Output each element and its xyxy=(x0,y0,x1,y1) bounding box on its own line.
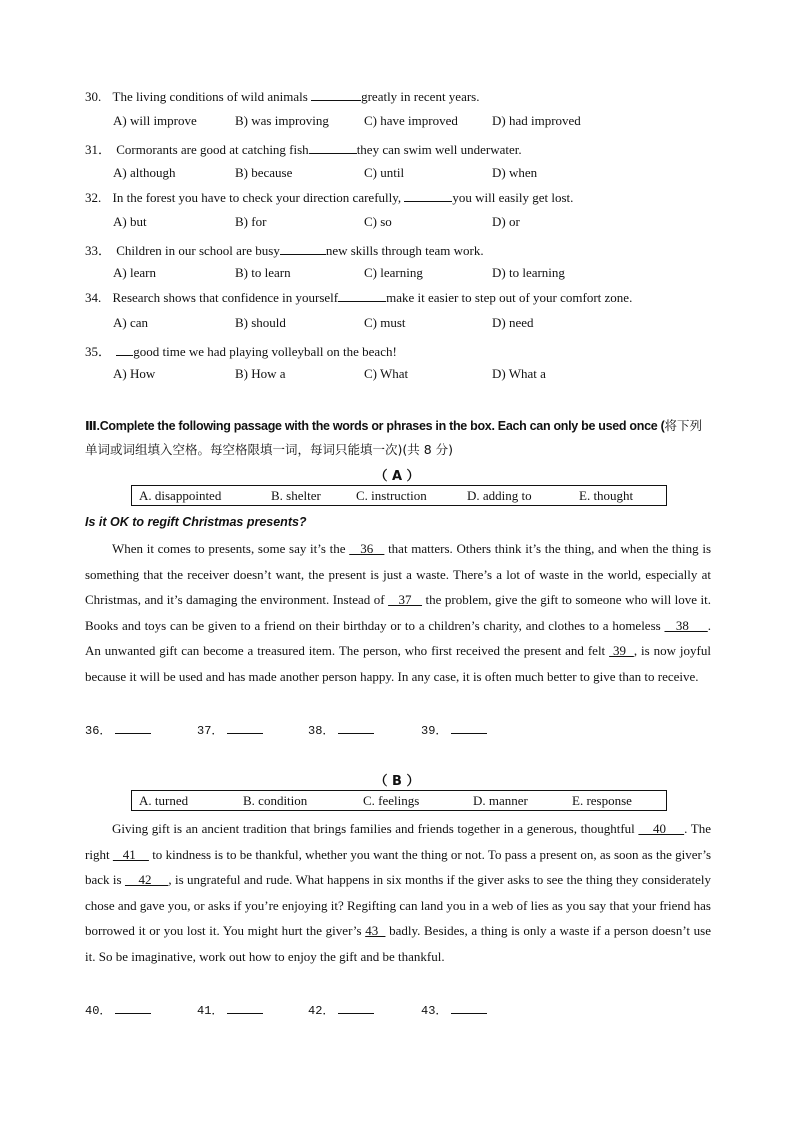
word-option: A. disappointed xyxy=(139,488,222,503)
question-30 xyxy=(85,89,479,105)
option-c[interactable]: C) What xyxy=(364,366,409,381)
option-b[interactable]: B) for xyxy=(235,214,267,229)
blank-37[interactable]: 37 xyxy=(388,592,423,608)
option-a[interactable]: A) learn xyxy=(113,265,156,280)
option-c[interactable]: C) so xyxy=(364,214,392,229)
blank-43[interactable]: 43 xyxy=(365,923,386,939)
word-option: B. condition xyxy=(243,793,308,808)
part-b-label: （ B ） xyxy=(374,774,420,789)
question-31 xyxy=(85,139,522,158)
answer-slot-38[interactable] xyxy=(308,721,374,738)
question-text: The living conditions of wild animals xyxy=(112,89,312,104)
question-text: greatly in recent years. xyxy=(361,89,480,104)
answer-number: 43． xyxy=(421,1004,448,1018)
blank-40[interactable]: 40 xyxy=(638,821,685,836)
blank-36[interactable]: 36 xyxy=(349,541,385,556)
answer-blank[interactable] xyxy=(280,243,326,255)
answer-number: 41． xyxy=(197,1004,224,1018)
question-number: 32. xyxy=(85,190,102,205)
word-option: C. feelings xyxy=(363,793,420,808)
option-d[interactable]: D) or xyxy=(492,214,520,229)
passage-text: the problem, give the gift to someone who will love it. Books and toys can be given to a friend on their birthday or to a children’s charity, and clothes to a homeless xyxy=(85,592,712,633)
passage-text: to kindness is to be thankful, whether you want the thing or not. To pass a present on, as soon as the giver’s back is xyxy=(85,846,712,888)
question-32 xyxy=(85,190,573,206)
question-33 xyxy=(85,240,484,259)
option-d[interactable]: D) need xyxy=(492,315,534,330)
word-option: D. adding to xyxy=(467,488,532,503)
question-text: Cormorants are good at catching fish xyxy=(116,142,309,157)
answer-slot-37[interactable] xyxy=(197,721,263,738)
question-text: good time we had playing volleyball on the beach! xyxy=(133,344,397,359)
passage-text: . An unwanted gift can become a treasured item. The person, who first received the present and felt xyxy=(85,617,711,659)
passage-b xyxy=(85,816,711,970)
answer-slot-42[interactable] xyxy=(308,1001,374,1018)
option-c[interactable]: C) learning xyxy=(364,265,423,280)
word-option: A. turned xyxy=(139,793,189,808)
section-heading-en: Ⅲ.Complete the following passage with the words or phrases in the box. Each can only be used once ( xyxy=(85,419,665,433)
word-option: E. response xyxy=(572,793,632,808)
question-number: 31． xyxy=(85,142,112,157)
section-heading-cn: 将下列单词或词组填入空格。每空格限填一词，每词只能填一次)(共 8 分) xyxy=(85,418,702,457)
word-option: D. manner xyxy=(473,793,528,808)
answer-number: 37． xyxy=(197,724,224,738)
blank-38[interactable]: 38 xyxy=(664,617,708,633)
word-option: C. instruction xyxy=(356,488,427,503)
question-number: 30. xyxy=(85,89,102,104)
answer-blank[interactable] xyxy=(116,344,133,356)
word-box-a xyxy=(131,485,667,506)
option-d[interactable]: D) had improved xyxy=(492,113,581,128)
answer-number: 39． xyxy=(421,724,448,738)
option-d[interactable]: D) to learning xyxy=(492,265,565,280)
answer-number: 40． xyxy=(85,1004,112,1018)
question-35 xyxy=(85,341,397,360)
word-option: E. thought xyxy=(579,488,634,503)
passage-text: that matters. Others think it’s the thing, and when the thing is something that the receiver doesn’t want, the present is just a waste. There’s a lot of waste in the world, especially at Christmas, and it’s damaging the environment. Instead of xyxy=(85,541,712,608)
answer-blank[interactable] xyxy=(404,190,452,202)
question-number: 35． xyxy=(85,344,112,359)
passage-text: When it comes to presents, some say it’s the xyxy=(112,541,350,556)
question-text: you will easily get lost. xyxy=(452,190,574,205)
question-text: they can swim well underwater. xyxy=(356,142,522,157)
question-number: 34. xyxy=(85,290,102,305)
answer-slot-40[interactable] xyxy=(85,1001,151,1018)
passage-a xyxy=(85,536,711,690)
option-b[interactable]: B) was improving xyxy=(235,113,329,128)
option-d[interactable]: D) What a xyxy=(492,366,546,381)
blank-41[interactable]: 41 xyxy=(112,846,149,862)
word-option: B. shelter xyxy=(271,488,321,503)
passage-title: Is it OK to regift Christmas presents? xyxy=(85,515,307,529)
answer-blank[interactable] xyxy=(309,142,357,154)
option-a[interactable]: A) but xyxy=(113,214,147,229)
option-a[interactable]: A) How xyxy=(113,366,156,381)
passage-text: , is now joyful because it will be used and has made another person happy. In any case, it is often much better to give than to receive. xyxy=(85,643,711,684)
option-b[interactable]: B) to learn xyxy=(235,265,291,280)
option-c[interactable]: C) have improved xyxy=(364,113,458,128)
answer-slot-39[interactable] xyxy=(421,721,487,738)
blank-39[interactable]: 39 xyxy=(609,643,634,659)
question-text: make it easier to step out of your comfort zone. xyxy=(386,290,633,305)
question-text: Children in our school are busy xyxy=(116,243,280,258)
passage-text: badly. Besides, a thing is only a waste if a person doesn’t use it. So be imaginative, work out how to enjoy the gift and be thankful. xyxy=(85,923,711,964)
question-text: Research shows that confidence in yourself xyxy=(112,290,339,305)
answer-number: 38． xyxy=(308,724,335,738)
passage-text: Giving gift is an ancient tradition that brings families and friends together in a generous, thoughtful xyxy=(112,821,639,836)
option-b[interactable]: B) How a xyxy=(235,366,286,381)
option-b[interactable]: B) because xyxy=(235,165,293,180)
answer-blank[interactable] xyxy=(311,89,361,101)
blank-42[interactable]: 42 xyxy=(124,872,169,888)
answer-slot-41[interactable] xyxy=(197,1001,263,1018)
part-a-label: （ A ） xyxy=(374,469,420,484)
answer-number: 42． xyxy=(308,1004,335,1018)
option-a[interactable]: A) will improve xyxy=(113,113,197,128)
answer-slot-36[interactable] xyxy=(85,721,151,738)
option-d[interactable]: D) when xyxy=(492,165,538,180)
option-a[interactable]: A) although xyxy=(113,165,176,180)
question-text: new skills through team work. xyxy=(325,243,484,258)
question-text: In the forest you have to check your direction carefully, xyxy=(112,190,405,205)
passage-text: . The right xyxy=(85,821,711,862)
answer-slot-43[interactable] xyxy=(421,1001,487,1018)
option-c[interactable]: C) until xyxy=(364,165,405,180)
option-b[interactable]: B) should xyxy=(235,315,286,330)
answer-number: 36． xyxy=(85,724,112,738)
question-number: 33． xyxy=(85,243,112,258)
answer-blank[interactable] xyxy=(338,290,386,302)
option-a[interactable]: A) can xyxy=(113,315,149,330)
word-box-b xyxy=(131,790,667,811)
section-heading xyxy=(85,414,711,462)
passage-text: , is ungrateful and rude. What happens in six months if the giver asks to see the thing they considerately chose and gave you, or asks if you’re enjoying it? Regifting can land you in a web of lies as you say that your friend has borrowed it or you lost it. You might hurt the giver’s xyxy=(85,872,712,939)
option-c[interactable]: C) must xyxy=(364,315,406,330)
question-34 xyxy=(85,290,632,306)
